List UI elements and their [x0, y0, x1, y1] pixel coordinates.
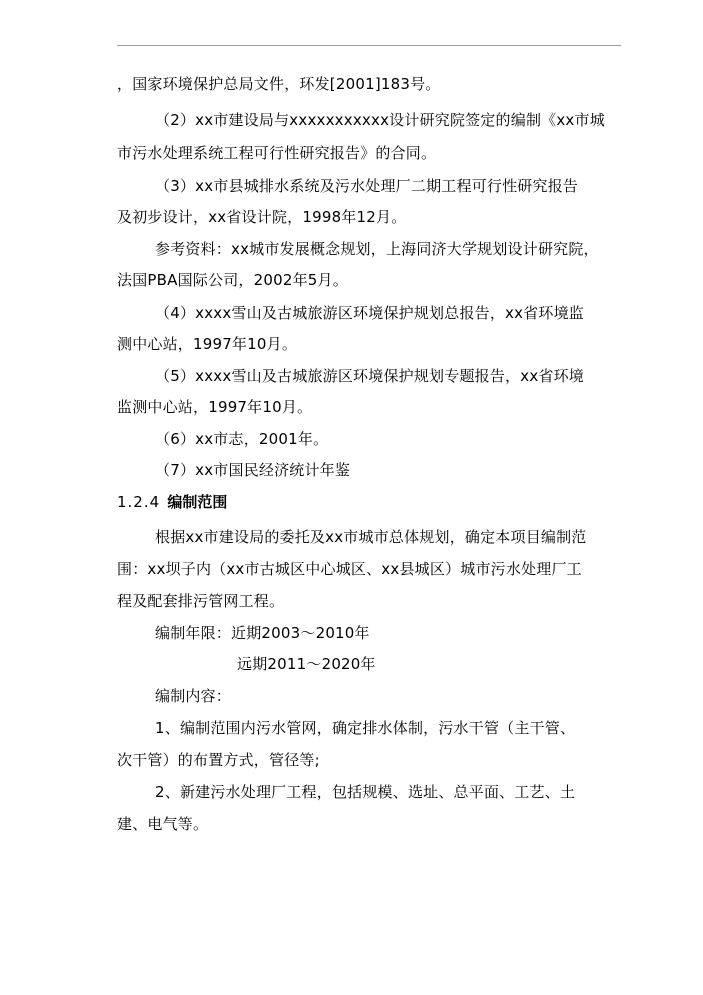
text-line: 法国PBA国际公司，2002年5月。 — [117, 271, 348, 289]
text-line: 围：xx坝子内（xx市古城区中心城区、xx县城区）城市污水处理厂工 — [117, 560, 582, 578]
section-heading — [117, 492, 227, 512]
text-line: 1、编制范围内污水管网，确定排水体制，污水干管（主干管、 — [155, 719, 576, 737]
text-line: 2、新建污水处理厂工程，包括规模、选址、总平面、工艺、土 — [155, 783, 576, 801]
text-line: 程及配套排污管网工程。 — [117, 592, 285, 610]
text-line: 参考资料：xx城市发展概念规划，上海同济大学规划设计研究院， — [155, 240, 599, 258]
text-line: 建、电气等。 — [117, 815, 209, 833]
text-line: 监测中心站，1997年10月。 — [117, 398, 313, 416]
text-line: 次干管）的布置方式，管径等; — [117, 751, 320, 769]
text-line: 市污水处理系统工程可行性研究报告》的合同。 — [117, 144, 437, 162]
text-line: （4）xxxx雪山及古城旅游区环境保护规划总报告，xx省环境监 — [155, 304, 585, 322]
text-line: （2）xx市建设局与xxxxxxxxxxx设计研究院签定的编制《xx市城 — [155, 111, 605, 129]
text-line: 测中心站，1997年10月。 — [117, 335, 298, 353]
text-line: （3）xx市县城排水系统及污水处理厂二期工程可行性研究报告 — [155, 177, 579, 195]
section-title: 编制范围 — [167, 493, 228, 511]
text-line: 远期2011～2020年 — [237, 655, 376, 673]
text-line: 根据xx市建设局的委托及xx市城市总体规划，确定本项目编制范 — [155, 528, 587, 546]
section-number: 1.2.4 — [117, 493, 161, 511]
text-line: 编制年限：近期2003～2010年 — [155, 624, 370, 642]
text-line: 及初步设计，xx省设计院，1998年12月。 — [117, 208, 407, 226]
header-rule — [117, 45, 621, 46]
text-line: 编制内容： — [155, 687, 232, 705]
text-line: ，国家环境保护总局文件，环发[2001]183号。 — [117, 75, 441, 93]
text-line: （7）xx市国民经济统计年鉴 — [155, 461, 351, 479]
text-line: （5）xxxx雪山及古城旅游区环境保护规划专题报告，xx省环境 — [155, 367, 585, 385]
text-line: （6）xx市志，2001年。 — [155, 430, 329, 448]
